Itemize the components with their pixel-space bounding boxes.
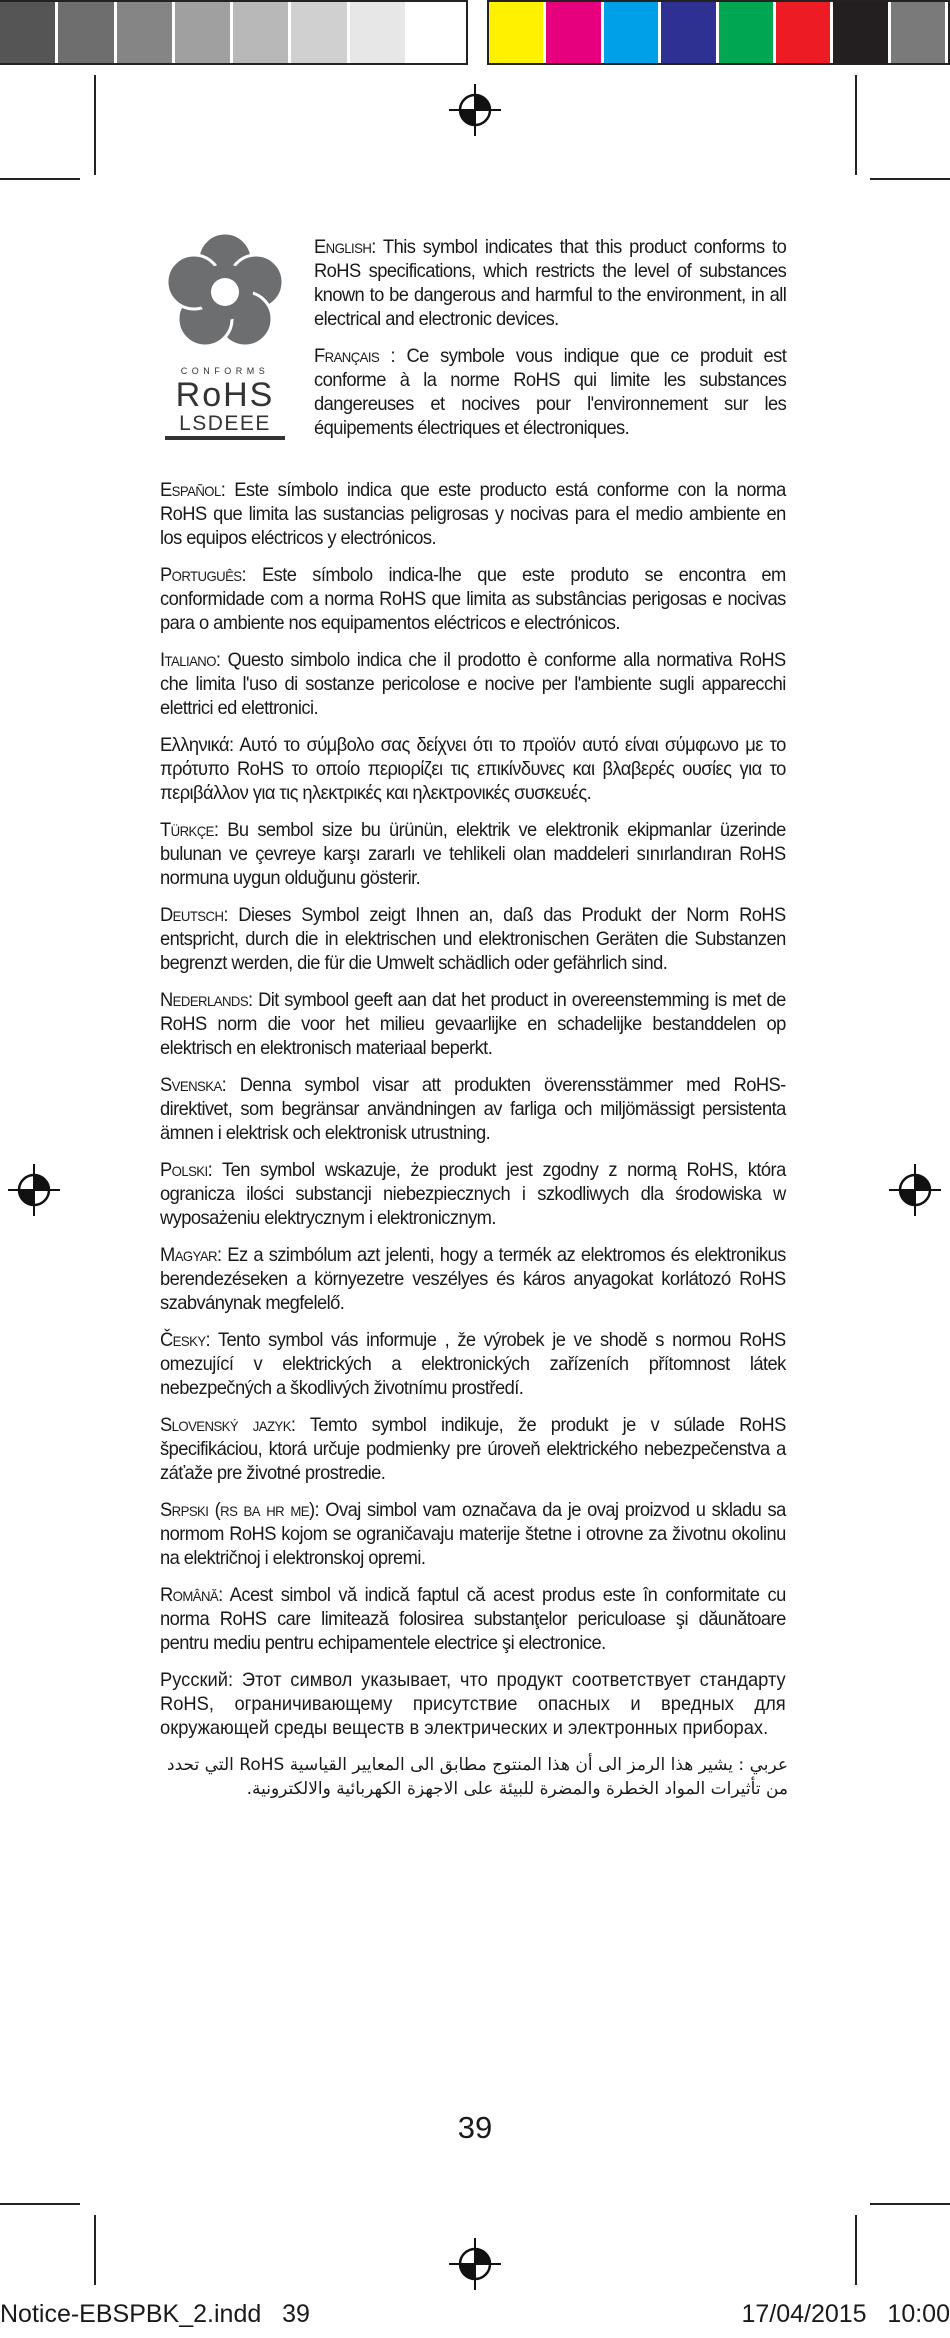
paragraph-czech: Česky: Tento symbol vás informuje , že výrobek je ve shodě s normou RoHS omezující v elektrických a elektronických zařízeních přítomnost látek nebezpečných a škodlivých životnímu prostředí. [160,1329,786,1399]
paragraph-arabic: عربي : يشير هذا الرمز الى أن هذا المنتوج مطابق الى المعايير القياسية RoHS التي تحدد من تأثيرات المواد الخطرة والمضرة للبيئة على الاجهزة الكهربائية والالكترونية. [167,1755,788,1799]
paragraph-dutch: Nederlands: Dit symbool geeft aan dat het product in overeenstemming is met de RoHS norm die voor het milieu gevaarlijke en schadelijke bestanddelen op elektrisch en elektronisch materiaal beperkt. [160,989,786,1059]
paragraph-greek: Ελληνικά: Αυτό το σύμβολο σας δείχνει ότι το προϊόν αυτό είναι σύμφωνο με το πρότυπο RoHS το οποίο περιορίζει τις επικίνδυνες και βλαβερές ουσίες για το περιβάλλον για τις ηλεκτρικές και ηλεκτρονικές συσκευές. [160,734,786,804]
gray-swatch [350,2,408,63]
gray-swatch [175,2,233,63]
gray-swatch [117,2,175,63]
color-swatch [833,2,890,63]
paragraph-german: Deutsch: Dieses Symbol zeigt Ihnen an, daß das Produkt der Norm RoHS entspricht, durch die in elektrischen und elektronischen Geräten die Substanzen begrenzt werden, die für die Umwelt schädlich oder gefährlich sind. [160,904,786,974]
logo-lsdeee-text: LSDEEE [179,412,271,435]
paragraph-swedish: Svenska: Denna symbol visar att produkten överensstämmer med RoHS-direktivet, som begränsar användningen av farliga och miljömässigt persistenta ämnen i elektrisk och elektronisk utrustning. [160,1074,786,1144]
paragraph-russian: Русский: Этот символ указывает, что продукт соответствует стандарту RoHS, ограничивающему присутствие опасных и вредных для окружающей среды веществ в электрических и электронных приборах. [160,1669,786,1739]
top-block [160,230,788,478]
gray-swatch [408,2,466,63]
color-swatch [719,2,776,63]
paragraph-spanish: Español: Este símbolo indica que este producto está conforme con la norma RoHS que limita las sustancias peligrosas y nocivas para el medio ambiente en los equipos eléctricos y electrónicos. [160,479,786,549]
color-swatch [489,2,546,63]
paragraph-polish: Polski: Ten symbol wskazuje, że produkt jest zgodny z normą RoHS, która ogranicza ilości substancji niebezpiecznych i szkodliwych dla środowiska w wyposażeniu elektrycznym i elektronicznym. [160,1159,786,1229]
crop-mark [870,178,950,180]
crop-mark [0,2203,80,2205]
crop-mark [94,75,96,175]
page-number: 39 [457,2110,493,2145]
color-swatch [661,2,718,63]
paragraph-hungarian: Magyar: Ez a szimbólum azt jelenti, hogy a termék az elektromos és elektronikus berendezéseken a környezetre veszélyes és káros anyagokat korlátozó RoHS szabványnak megfelelő. [160,1244,786,1314]
registration-mark-icon [889,1164,941,1216]
crop-mark [855,2215,857,2285]
logo-conforms-text: CONFORMS [180,366,270,376]
gray-calibration-bar [0,0,468,65]
registration-mark-icon [449,84,501,136]
gray-swatch [0,2,58,63]
paragraph-portuguese: Português: Este símbolo indica-lhe que este produto se encontra em conformidade com a norma RoHS que limita as substâncias perigosas e nocivas para o ambiente nos equipamentos eléctricos e electrónicos. [160,564,786,634]
rohs-flower-logo-icon [160,230,290,450]
color-swatch [891,2,948,63]
paragraph-romanian: Română: Acest simbol vă indică faptul că acest produs este în conformitate cu norma RoHS care limitează folosirea substanţelor periculoase şi dăunătoare pentru mediu pentru echipamentele electrice şi electronice. [160,1584,786,1654]
paragraph-english: English: This symbol indicates that this product conforms to RoHS specifications, which restricts the level of substances known to be dangerous and harmful to the environment, in all electrical and electronic devices. [314,236,787,330]
color-swatch [776,2,833,63]
crop-mark [94,2215,96,2285]
registration-mark-icon [449,2238,501,2290]
color-swatch [546,2,603,63]
logo-rohs-text: RoHS [175,376,275,414]
color-calibration-bar [487,0,950,65]
color-swatch [604,2,661,63]
gray-swatch [233,2,291,63]
crop-mark [855,75,857,175]
slug-filename: Notice-EBSPBK_2.indd 39 [0,2300,310,2328]
paragraph-turkish: Türkçe: Bu sembol size bu ürünün, elektrik ve elektronik ekipmanlar üzerinde bulunan ve çevreye karşı zararlı ve tehlikeli olan maddeleri sınırlandıran RoHS normuna uygun olduğunu gösterir. [160,819,786,889]
gray-swatch [58,2,116,63]
slug-date: 17/04/2015 10:00 [741,2300,950,2328]
gray-swatch [291,2,349,63]
paragraph-italian: Italiano: Questo simbolo indica che il prodotto è conforme alla normativa RoHS che limita l'uso di sostanze pericolose e nocive per l'ambiente sugli apparecchi elettrici ed elettronici. [160,649,786,719]
top-paragraphs [314,235,788,453]
paragraph-french: Français : Ce symbole vous indique que ce produit est conforme à la norme RoHS qui limite les substances dangereuses et nocives pour l'environnement sur les équipements électriques et électroniques. [314,345,787,439]
registration-mark-icon [8,1164,60,1216]
crop-mark [0,178,80,180]
paragraph-serbian: Srpski (rs ba hr me): Ovaj simbol vam označava da je ovaj proizvod u skladu sa normom RoHS kojom se ograničavaju materije štetne i otrovne za životnu okolinu na električnoj i elektronskoj opremi. [160,1499,786,1569]
rohs-notice [160,230,788,1814]
paragraph-slovak: Slovenský jazyk: Temto symbol indikuje, že produkt je v súlade RoHS špecifikáciou, ktorá určuje podmienky pre úroveň elektrického nebezpečenstva a záťaže pre životné prostredie. [160,1414,786,1484]
crop-mark [870,2203,950,2205]
